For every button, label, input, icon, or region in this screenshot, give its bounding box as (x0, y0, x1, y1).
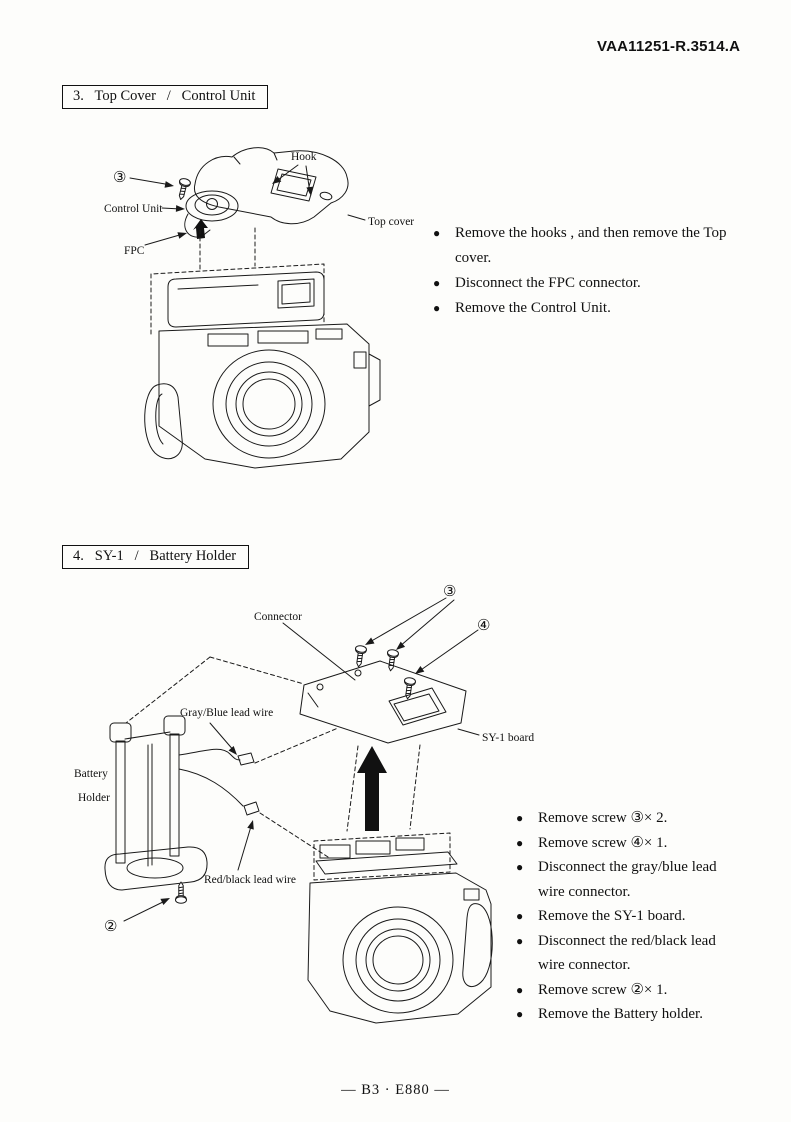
step-item (516, 929, 734, 978)
step-text: Remove screw ④× 1. (538, 834, 668, 851)
camera-body-drawing (145, 324, 380, 468)
label-hook: Hook (291, 151, 317, 163)
grip-drawing (145, 384, 183, 459)
step-item (516, 855, 734, 904)
bullet-icon: ● (433, 276, 441, 290)
removal-arrow-icon (357, 746, 387, 831)
step-item (516, 904, 734, 929)
top-cover-diagram (58, 138, 443, 483)
label-fpc: FPC (124, 245, 145, 257)
step-text: Remove the SY-1 board. (538, 908, 686, 924)
grip-drawing (463, 904, 492, 987)
step-text: Remove the Battery holder. (538, 1006, 703, 1022)
lens-circle (213, 350, 325, 458)
label-battery: Battery (74, 768, 108, 780)
step-item (516, 1002, 734, 1027)
step-item (433, 271, 733, 296)
control-unit-drawing (185, 191, 238, 237)
section4-title-box (62, 545, 249, 569)
step-item (433, 296, 733, 321)
step-item (516, 978, 734, 1003)
label-sy1-board: SY-1 board (482, 732, 535, 744)
bullet-icon: ● (433, 301, 441, 315)
bullet-icon: ● (516, 835, 524, 850)
callout-screw3: ③ (443, 584, 457, 600)
label-connector: Connector (254, 611, 302, 623)
bullet-icon: ● (516, 1007, 524, 1021)
callout-lines (283, 598, 479, 735)
section3-title-box (62, 85, 268, 109)
doc-number: VAA11251-R.3514.A (597, 38, 741, 55)
label-gray-blue-wire: Gray/Blue lead wire (180, 707, 274, 719)
label-top-cover: Top cover (368, 216, 415, 228)
lead-wires-drawing (179, 749, 259, 815)
step-text: Disconnect the red/black lead wire connector. (538, 932, 716, 973)
bullet-icon: ● (516, 860, 524, 874)
bullet-icon: ● (516, 811, 524, 825)
callout-lines (130, 165, 365, 245)
bullet-icon: ● (516, 982, 524, 997)
construction-lines (151, 228, 324, 334)
step-item (516, 806, 734, 831)
diagram2-labels (74, 584, 534, 935)
step-item (433, 221, 733, 271)
bullet-icon: ● (516, 933, 524, 948)
screw-icon (176, 882, 187, 903)
label-control-unit: Control Unit (104, 203, 163, 215)
step-text: Remove screw ③× 2. (538, 810, 668, 826)
screw-icon (353, 645, 367, 668)
removal-arrow-icon (193, 219, 208, 239)
label-red-black-wire: Red/black lead wire (204, 874, 296, 886)
step-text: Remove the hooks , and then remove the Top cover. (455, 225, 727, 266)
screw-icon (385, 649, 399, 672)
step-item (516, 831, 734, 856)
callout-screw4: ④ (477, 618, 491, 634)
step-text: Disconnect the FPC connector. (455, 275, 641, 291)
callout-screw3: ③ (113, 170, 127, 186)
label-holder: Holder (78, 792, 110, 804)
sy1-battery-diagram (58, 573, 543, 1058)
callout-screw2: ② (104, 919, 118, 935)
step-text: Remove screw ②× 1. (538, 981, 668, 998)
page-footer: — B3 · E880 — (341, 1082, 450, 1098)
section3-title: 3. Top Cover / Control Unit (73, 88, 256, 104)
screw-icon (175, 178, 191, 201)
camera-body-drawing (308, 833, 492, 1023)
diagram1-labels (104, 151, 414, 257)
top-cover-drawing (194, 148, 348, 224)
battery-holder-drawing (105, 716, 207, 890)
lens-circle (343, 907, 453, 1013)
step-text: Remove the Control Unit. (455, 300, 611, 316)
sy1-board-drawing (300, 661, 466, 743)
step-text: Disconnect the gray/blue lead wire connector. (538, 859, 717, 900)
bullet-icon: ● (433, 226, 441, 240)
bullet-icon: ● (516, 909, 524, 923)
section4-title: 4. SY-1 / Battery Holder (73, 548, 237, 564)
section4-steps (516, 806, 734, 1027)
top-deck-drawing (168, 272, 324, 327)
section3-steps (433, 221, 733, 321)
